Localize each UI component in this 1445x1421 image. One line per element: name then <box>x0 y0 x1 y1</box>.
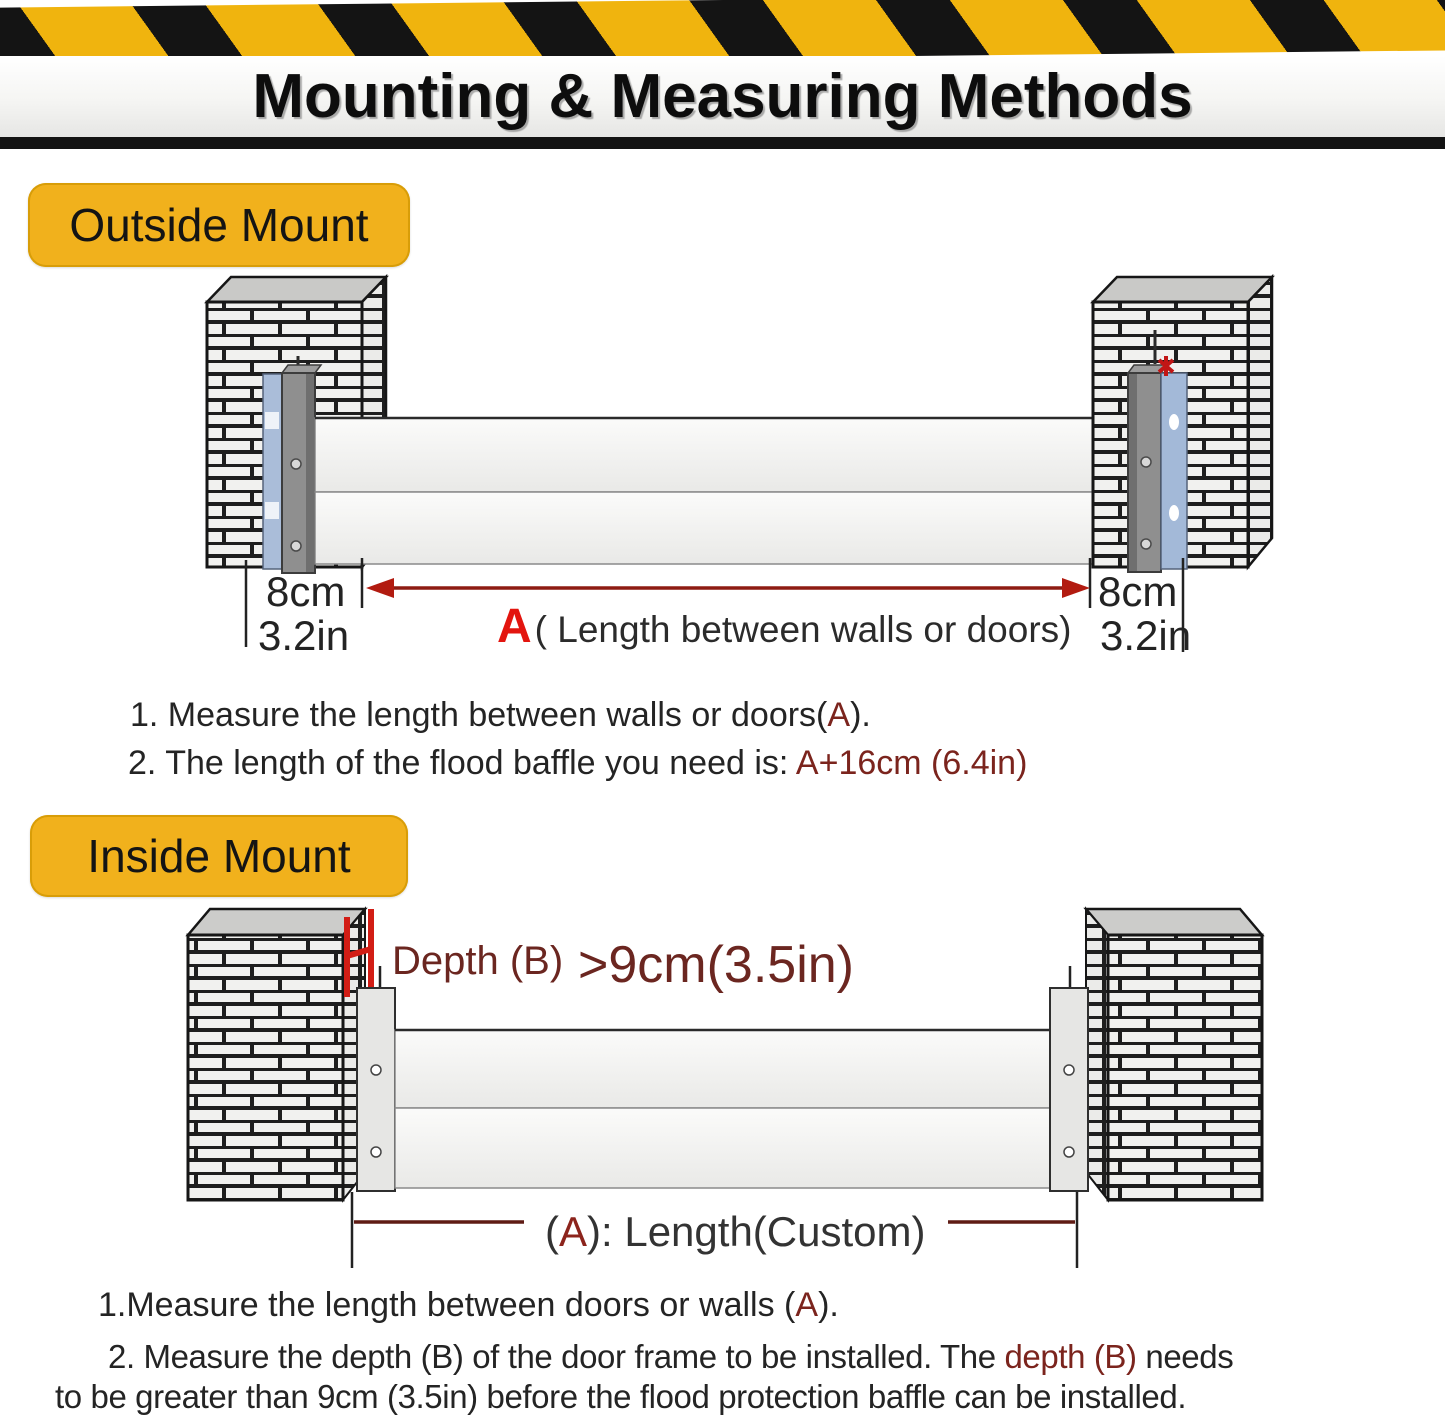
text: 1. Measure the length between walls or doors( <box>130 696 828 734</box>
seal-notch <box>1169 414 1179 430</box>
span-label-text: ( Length between walls or doors) <box>534 609 1072 650</box>
depth-note-value: >9cm(3.5in) <box>578 936 854 994</box>
text: ). <box>818 1286 839 1324</box>
right-mount-plate <box>1050 988 1088 1191</box>
inside-left-wall <box>188 909 395 1200</box>
left-wall-front-face <box>188 935 343 1200</box>
outside-mount-diagram <box>0 270 1445 680</box>
text: 2. The length of the flood baffle you need is: <box>128 744 796 782</box>
inside-flood-barrier <box>395 1030 1050 1188</box>
barrier-panel-top <box>395 1030 1050 1108</box>
arrowhead-right <box>1062 578 1090 598</box>
accent-text: A <box>827 696 851 734</box>
inside-mount-badge <box>30 815 408 897</box>
outside-instruction-1 <box>130 696 871 735</box>
channel-shade <box>306 374 314 572</box>
left-gap-in: 3.2in <box>258 612 350 659</box>
left-seal-strip <box>263 374 282 569</box>
accent-text: depth (B) <box>1004 1338 1137 1375</box>
outside-flood-barrier <box>315 418 1128 564</box>
length-note <box>545 1208 925 1255</box>
length-note-letter: A <box>559 1208 588 1255</box>
outside-left-channel <box>263 356 321 573</box>
length-note-post: ): Length(Custom) <box>587 1208 926 1255</box>
seal-notch <box>265 412 279 429</box>
inside-instruction-1 <box>98 1286 839 1325</box>
screw-hole <box>1141 457 1151 467</box>
arrowhead-left <box>366 578 394 598</box>
accent-text: A+16cm (6.4in) <box>795 744 1028 782</box>
right-gap-in: 3.2in <box>1100 612 1192 659</box>
screw-hole <box>1064 1065 1074 1075</box>
inside-instruction-2 <box>108 1338 1233 1376</box>
seal-notch <box>1169 505 1179 521</box>
barrier-panel-bottom <box>395 1108 1050 1188</box>
left-gap-cm: 8cm <box>266 568 346 615</box>
screw-hole <box>291 459 301 469</box>
channel-top-cap <box>282 365 321 373</box>
screw-hole <box>371 1147 381 1157</box>
text: 2. Measure the depth (B) of the door frame to be installed. The <box>108 1338 1005 1375</box>
inside-dimensions <box>352 1192 1077 1268</box>
outside-mount-badge-label: Outside Mount <box>69 199 369 251</box>
left-mount-plate <box>357 988 395 1191</box>
page-title: Mounting & Measuring Methods <box>252 62 1193 131</box>
outside-instruction-2 <box>128 744 1027 783</box>
right-gap-cm: 8cm <box>1098 568 1178 615</box>
inside-instruction-2-continued: to be greater than 9cm (3.5in) before the flood protection baffle can be installed. <box>55 1378 1187 1415</box>
depth-note-label: Depth (B) <box>392 939 564 983</box>
text: 1.Measure the length between doors or walls ( <box>98 1286 796 1324</box>
channel-shade <box>1129 374 1137 571</box>
screw-hole <box>291 541 301 551</box>
screw-hole <box>1064 1147 1074 1157</box>
right-wall-top-face <box>1093 277 1272 302</box>
span-label-letter: A <box>497 600 532 653</box>
outside-dimensions <box>246 558 1191 659</box>
inside-right-wall <box>1050 909 1262 1200</box>
barrier-panel-top <box>315 418 1128 492</box>
depth-note <box>392 936 854 994</box>
screw-hole <box>371 1065 381 1075</box>
right-seal-strip <box>1161 373 1187 569</box>
right-wall-front-face <box>1108 935 1262 1200</box>
title-underline <box>0 137 1445 149</box>
title-band <box>0 56 1445 137</box>
right-wall-side-face <box>1248 277 1272 567</box>
screw-hole <box>1141 539 1151 549</box>
left-wall-top-face <box>188 909 365 935</box>
barrier-panel-bottom <box>315 492 1128 564</box>
outside-mount-badge <box>28 183 410 267</box>
span-label <box>497 600 1071 653</box>
right-wall-top-face <box>1086 909 1262 935</box>
right-wall-side-face <box>1086 909 1108 1200</box>
text: needs <box>1136 1338 1234 1375</box>
left-wall-top-face <box>207 277 386 302</box>
length-note-pre: ( <box>545 1208 559 1255</box>
inside-mount-badge-label: Inside Mount <box>87 830 351 882</box>
inside-mount-diagram <box>0 900 1445 1280</box>
accent-text: A <box>795 1286 819 1324</box>
seal-notch <box>265 502 279 519</box>
text: ). <box>850 696 871 734</box>
